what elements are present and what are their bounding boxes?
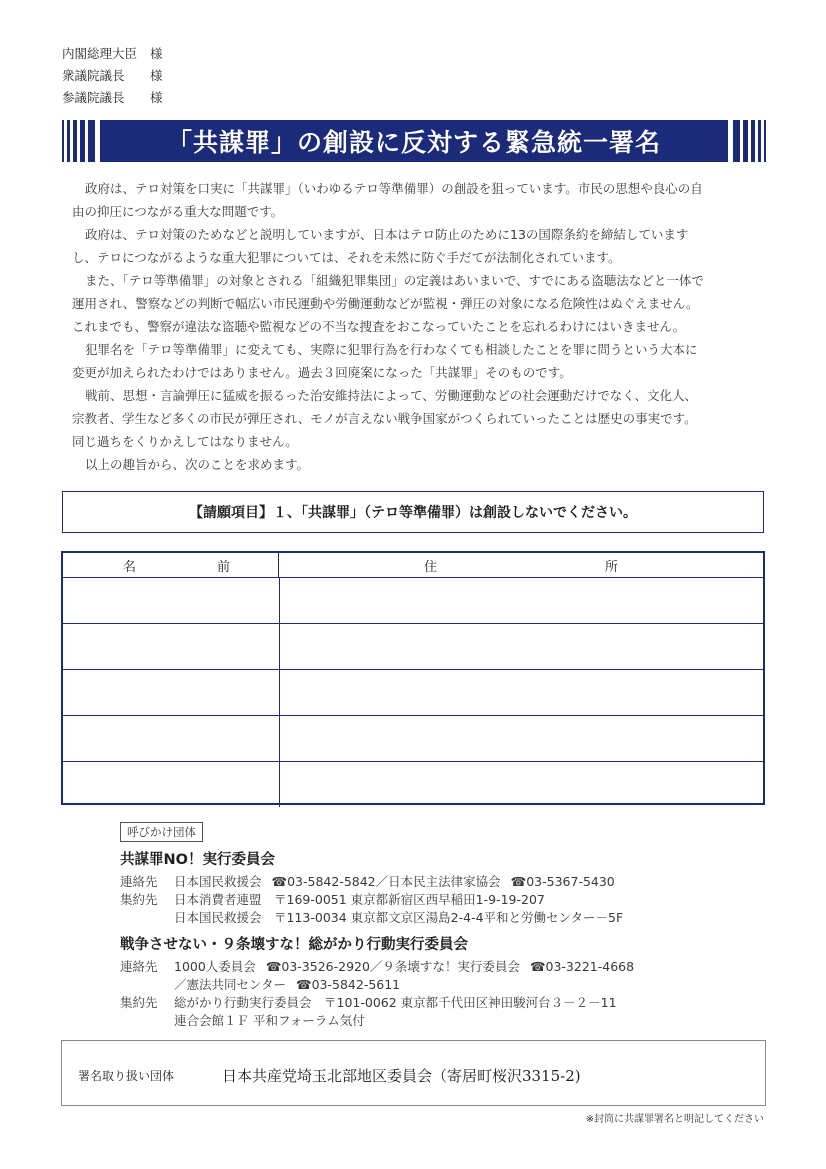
paragraph: 政府は、テロ対策を口実に「共謀罪」（いわゆるテロ等準備罪）の創設を狙っています。市民の思想や良心の自 由の抑圧につながる重大な問題です。 — [72, 181, 703, 219]
contact-line: 日本国民救援会 〒113-0034 東京都文京区湯島2-4-4平和と労働センター－5F — [174, 910, 624, 925]
address-cell[interactable] — [280, 716, 763, 761]
honorific: 様 — [150, 90, 163, 105]
contact-line: 集約先 総がかり行動実行委員会 〒101-0062 東京都千代田区神田駿河台３－２－11 — [120, 995, 617, 1010]
calling-organizations — [120, 822, 770, 1030]
title-banner — [62, 120, 766, 162]
callers-label: 呼びかけ団体 — [120, 822, 203, 842]
addressee-name: 衆議院議長 — [62, 68, 125, 83]
handler-value: 日本共産党埼玉北部地区委員会（寄居町桜沢3315-2) — [222, 1067, 581, 1085]
handler-label: 署名取り扱い団体 — [78, 1069, 175, 1083]
table-header — [63, 553, 763, 578]
name-cell[interactable] — [63, 716, 280, 761]
contact-line: 連合会館１Ｆ 平和フォーラム気付 — [174, 1013, 365, 1028]
addressee-block — [62, 43, 163, 109]
table-row — [63, 578, 763, 624]
statement-body — [72, 177, 762, 476]
address-header: 住 所 — [424, 559, 618, 575]
paragraph: 政府は、テロ対策のためなどと説明していますが、日本はテロ防止のために13の国際条約を締結しています し、テロにつながるような重大犯罪については、それを未然に防ぐ手だてが法制化されています。 — [72, 227, 689, 265]
honorific: 様 — [150, 68, 163, 83]
footnote: ※封筒に共謀罪署名と明記してください — [585, 1114, 764, 1125]
address-cell[interactable] — [280, 624, 763, 669]
addressee-line — [62, 43, 163, 65]
name-cell[interactable] — [63, 762, 280, 807]
name-header: 名 前 — [63, 553, 279, 577]
paragraph: 以上の趣旨から、次のことを求めます。 — [85, 457, 310, 472]
table-row — [63, 762, 763, 807]
honorific: 様 — [150, 46, 163, 61]
table-row — [63, 624, 763, 670]
left-stripes — [62, 120, 98, 162]
addressee-line — [62, 65, 163, 87]
petition-item: 【請願項目】１、「共謀罪」（テロ等準備罪）は創設しないでください。 — [62, 491, 764, 533]
name-cell[interactable] — [63, 624, 280, 669]
addressee-name: 内閣総理大臣 — [62, 46, 138, 61]
contact-line: 連絡先 1000人委員会 ☎03-3526-2920／９条壊すな！実行委員会 ☎03-3221-4668 — [120, 959, 635, 974]
contact-line: 集約先 日本消費者連盟 〒169-0051 東京都新宿区西早稲田1-9-19-207 — [120, 892, 545, 907]
address-cell[interactable] — [280, 670, 763, 715]
paragraph: 戦前、思想・言論弾圧に猛威を振るった治安維持法によって、労働運動などの社会運動だけでなく、文化人、 宗教者、学生など多くの市民が弾圧され、モノが言えない戦争国家がつくられていったことは歴史の事実です。 同じ過ちをくりかえしてはなりません。 — [72, 388, 698, 449]
signature-table — [61, 551, 765, 805]
address-cell[interactable] — [280, 578, 763, 623]
org-title: 戦争させない・９条壊すな！総がかり行動実行委員会 — [120, 937, 468, 953]
contact-line: 連絡先 日本国民救援会 ☎03-5842-5842／日本民主法律家協会 ☎03-5367-5430 — [120, 874, 615, 889]
right-stripes — [730, 120, 766, 162]
paragraph: 犯罪名を「テロ等準備罪」に変えても、実際に犯罪行為を行わなくても相談したことを罪に問うという大本に 変更が加えられたわけではありません。過去３回廃案になった「共謀罪」そのものです。 — [72, 342, 698, 380]
name-cell[interactable] — [63, 670, 280, 715]
table-row — [63, 716, 763, 762]
addressee-line — [62, 87, 163, 109]
org-title: 共謀罪NO！実行委員会 — [120, 852, 275, 868]
name-cell[interactable] — [63, 578, 280, 623]
addressee-name: 参議院議長 — [62, 90, 125, 105]
paragraph: また、「テロ等準備罪」の対象とされる「組織犯罪集団」の定義はあいまいで、すでにある盗聴法などと一体で 運用され、警察などの判断で幅広い市民運動や労働運動などが監視・弾圧の対象になる危険性はぬぐえません。 これまでも、警察が違法な盗聴や監視などの不当な捜査をおこなっていたことを忘れるわけにはいきません。 — [72, 273, 704, 334]
page-title: 「共謀罪」の創設に反対する緊急統一署名 — [100, 120, 728, 162]
address-cell[interactable] — [280, 762, 763, 807]
handling-organization-box — [61, 1040, 766, 1106]
contact-line: ／憲法共同センター ☎03-5842-5611 — [174, 977, 401, 992]
table-row — [63, 670, 763, 716]
